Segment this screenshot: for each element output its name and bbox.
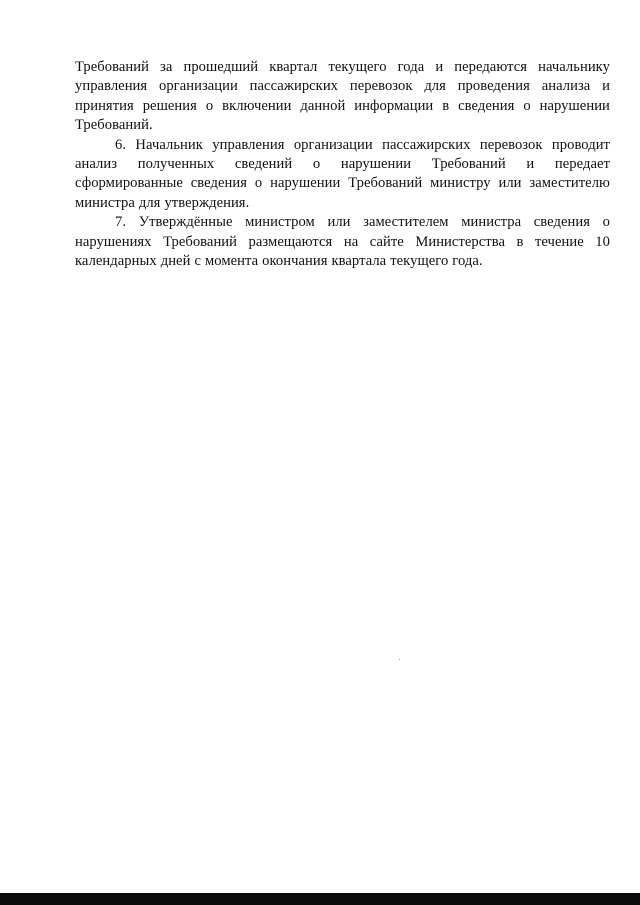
word: течение	[534, 233, 584, 250]
word: квартал	[269, 59, 318, 75]
word: начальнику	[538, 59, 610, 75]
word: нарушении	[539, 97, 610, 114]
word: данной	[300, 97, 346, 114]
word: организации	[158, 78, 238, 95]
word: и	[526, 155, 535, 172]
word: проведения	[457, 78, 530, 95]
word: 6.	[115, 136, 127, 153]
word: о	[205, 97, 214, 114]
paragraph-6	[75, 136, 610, 214]
word: текущего	[328, 59, 387, 75]
word: Начальник	[135, 136, 203, 153]
text-line	[75, 116, 610, 135]
word: или	[498, 175, 522, 192]
text-line	[75, 233, 610, 252]
word: информации	[354, 97, 434, 114]
word: для	[138, 194, 161, 211]
text-line	[75, 97, 610, 116]
word: момента	[204, 252, 259, 269]
word: заместителю	[529, 175, 610, 192]
word: сведений	[234, 155, 293, 172]
word: Требований	[75, 59, 149, 75]
word: пассажирских	[382, 136, 471, 153]
word: анализа	[541, 78, 591, 95]
word: о	[523, 97, 531, 114]
text-line	[75, 213, 610, 232]
text-line	[75, 155, 610, 174]
word: о	[254, 175, 263, 192]
scan-bottom-border	[0, 893, 640, 905]
word: перевозок	[349, 78, 413, 95]
word: передает	[554, 155, 610, 172]
word: принятия	[75, 97, 134, 114]
word: на	[343, 233, 359, 250]
text-line	[75, 174, 610, 193]
word: Министерства	[415, 233, 505, 250]
word: сайте	[369, 233, 404, 250]
paragraph-7	[75, 213, 610, 271]
text-line	[75, 252, 610, 271]
word: Требований	[163, 233, 238, 250]
word: Утверждённые	[138, 214, 233, 231]
word: сведения	[458, 97, 515, 114]
word: управления	[212, 136, 285, 153]
word: министру	[430, 175, 491, 192]
word: 7.	[115, 214, 127, 231]
word: перевозок	[479, 136, 543, 153]
text-line	[75, 58, 610, 77]
scan-speck	[399, 659, 400, 660]
word: календарных	[75, 252, 157, 269]
word: прошедший	[183, 59, 259, 75]
word: нарушении	[270, 175, 341, 192]
word: в	[516, 233, 524, 250]
word: года	[397, 59, 425, 75]
word: в	[442, 97, 450, 114]
text-line	[75, 194, 610, 213]
word: года.	[452, 252, 483, 269]
word: сведения	[190, 175, 247, 192]
word: и	[435, 59, 444, 75]
word: квартала	[331, 252, 387, 269]
word: передаются	[454, 59, 527, 75]
word: организации	[293, 136, 373, 153]
text-line	[75, 136, 610, 155]
word: 10	[595, 233, 610, 250]
word: министра	[75, 194, 135, 211]
text-line	[75, 77, 610, 96]
word: решения	[142, 97, 197, 114]
word: Требований	[348, 175, 423, 192]
word: размещаются	[248, 233, 333, 250]
word: нарушении	[340, 155, 412, 172]
word: полученных	[137, 155, 215, 172]
word: пассажирских	[249, 78, 339, 95]
word: министра	[461, 214, 522, 231]
word: текущего	[390, 252, 449, 269]
word: с	[194, 252, 201, 269]
word: анализ	[75, 155, 118, 172]
word: утверждения.	[164, 194, 250, 211]
word: проводит	[551, 136, 610, 153]
word: за	[160, 59, 173, 75]
document-body	[75, 58, 610, 271]
word: Требований.	[75, 117, 153, 134]
word: министром	[245, 214, 315, 231]
word: о	[312, 155, 321, 172]
word: окончания	[262, 252, 328, 269]
word: о	[602, 214, 610, 231]
word: включении	[222, 97, 292, 114]
word: или	[327, 214, 351, 231]
word: дней	[160, 252, 191, 269]
word: сформированные	[75, 175, 183, 192]
paragraph-continuation	[75, 58, 610, 136]
word: для	[424, 78, 446, 95]
word: Требований	[431, 155, 506, 172]
word: управления	[75, 78, 148, 95]
word: заместителем	[363, 214, 449, 231]
word: нарушениях	[75, 233, 152, 250]
word: и	[602, 78, 610, 95]
word: сведения	[533, 214, 590, 231]
